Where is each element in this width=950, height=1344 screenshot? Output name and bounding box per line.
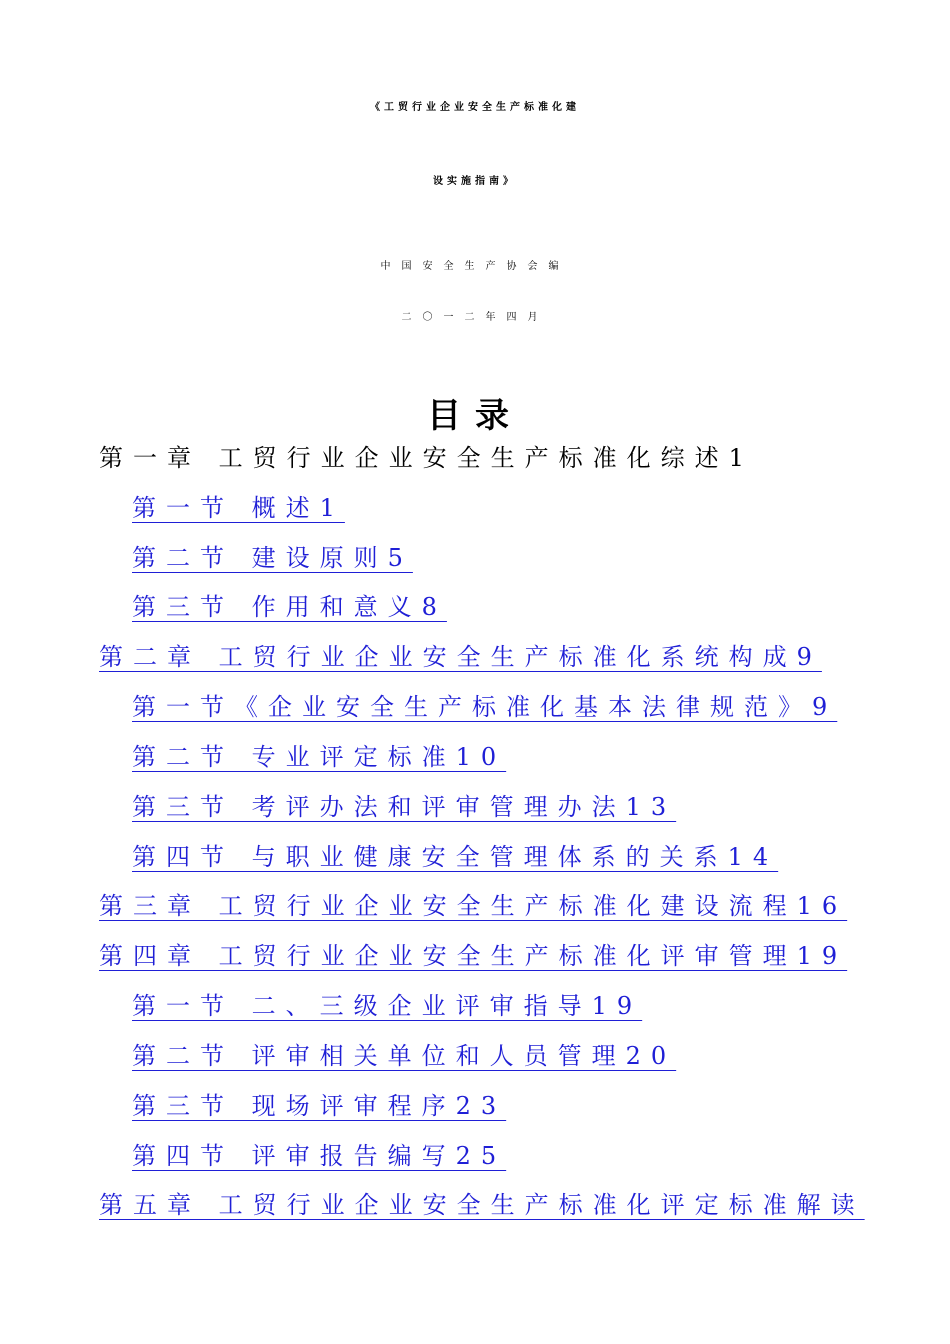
toc-entry-link[interactable]: 第一节 概述1 (132, 494, 345, 522)
toc-entry: 第一章 工贸行业企业安全生产标准化综述1 (99, 444, 754, 472)
document-editor: 中国安全生产协会编 (380, 261, 570, 272)
toc-entry-link[interactable]: 第三章 工贸行业企业安全生产标准化建设流程16 (99, 892, 848, 920)
toc-entry-link[interactable]: 第三节 作用和意义8 (132, 593, 447, 621)
document-title-line-2: 设实施指南》 (433, 176, 517, 187)
document-date: 二〇一二年四月 (401, 312, 549, 323)
toc-entry-link[interactable]: 第五章 工贸行业企业安全生产标准化评定标准解读 (99, 1191, 865, 1219)
toc-entry-link[interactable]: 第四章 工贸行业企业安全生产标准化评审管理19 (99, 942, 848, 970)
toc-entry-link[interactable]: 第二节 专业评定标准10 (132, 743, 507, 771)
document-title-line-1: 《工贸行业企业安全生产标准化建 (370, 102, 580, 113)
toc-entry-link[interactable]: 第二节 评审相关单位和人员管理20 (132, 1042, 677, 1070)
toc-entry-link[interactable]: 第一节 二、三级企业评审指导19 (132, 992, 643, 1020)
toc-entry-link[interactable]: 第一节《企业安全生产标准化基本法律规范》9 (132, 693, 838, 721)
toc-entry-link[interactable]: 第三节 现场评审程序23 (132, 1092, 507, 1120)
toc-entry-link[interactable]: 第三节 考评办法和评审管理办法13 (132, 793, 677, 821)
toc-heading: 目录 (427, 396, 523, 436)
toc-entry-link[interactable]: 第四节 评审报告编写25 (132, 1142, 507, 1170)
toc-entry-link[interactable]: 第二章 工贸行业企业安全生产标准化系统构成9 (99, 643, 822, 671)
toc-entry-link[interactable]: 第四节 与职业健康安全管理体系的关系14 (132, 843, 779, 871)
toc-entry-link[interactable]: 第二节 建设原则5 (132, 544, 413, 572)
